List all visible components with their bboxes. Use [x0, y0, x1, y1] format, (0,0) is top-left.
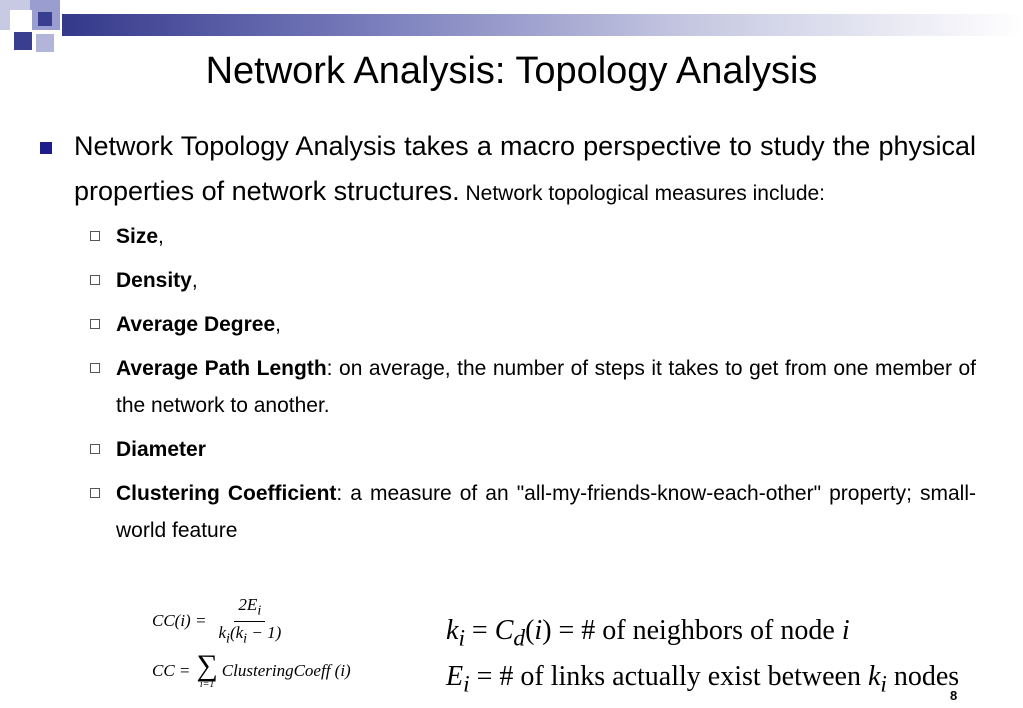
measure-term: Density: [116, 269, 192, 292]
measure-term: Diameter: [116, 438, 206, 461]
denominator-subscript: i: [243, 629, 248, 646]
main-bullet-lead: Network Topology Analysis takes a macro perspective to study the physical properties of network structures.: [74, 131, 976, 206]
list-item: [90, 431, 976, 468]
measure-description: ,: [191, 269, 198, 292]
hollow-square-bullet-icon: [90, 231, 100, 241]
measure-term: Average Degree: [116, 313, 276, 336]
decor-square: [10, 10, 32, 32]
fraction-denominator: [214, 622, 285, 647]
decor-square: [38, 12, 52, 26]
square-bullet-icon: [40, 142, 52, 154]
slide-content: [40, 124, 976, 556]
denominator-subscript: i: [226, 629, 230, 646]
page-number: 8: [950, 688, 958, 703]
denominator-k: k: [218, 622, 226, 642]
global-cc-formula: [152, 649, 351, 690]
list-item: [90, 475, 976, 549]
sigma-icon: ∑: [196, 649, 218, 682]
local-cc-formula: [152, 594, 351, 648]
measure-term: Average Path Length: [116, 357, 327, 380]
definitions: [446, 612, 959, 703]
sum-lower-limit: i=1: [199, 679, 215, 690]
formula-lhs: CC(i) =: [152, 611, 207, 630]
fraction-numerator: [234, 595, 265, 621]
measure-term: Clustering Coefficient: [116, 482, 337, 505]
measure-description: : on average, the number of steps it takes to get from one member of the network to another.: [116, 357, 977, 417]
slide-title: Network Analysis: Topology Analysis: [205, 50, 818, 92]
summation: [196, 649, 218, 690]
degree-definition-text: = # of neighbors of node: [551, 615, 842, 646]
links-definition: $E_i$ = # of links actually exist between $k_i$ nodes: [446, 660, 960, 698]
numerator-text: 2E: [238, 595, 258, 615]
measure-term: Size: [116, 225, 159, 248]
degree-definition: $k_i = C_d(i)$ = # of neighbors of node i: [446, 615, 850, 652]
measures-list: [90, 218, 976, 549]
list-item: [90, 218, 976, 255]
main-bullet-text: [74, 124, 976, 216]
clustering-formulas: [152, 594, 351, 690]
denominator-mid: (k: [229, 622, 244, 642]
title-gradient-bar: [62, 14, 1023, 36]
measure-description: : a measure of an "all-my-friends-know-each-other" property; small-world feature: [116, 482, 977, 542]
hollow-square-bullet-icon: [90, 444, 100, 454]
links-definition-tail: nodes: [886, 660, 960, 692]
list-item: [90, 262, 976, 299]
sum-body: ClusteringCoeff (i): [221, 661, 351, 680]
hollow-square-bullet-icon: [90, 319, 100, 329]
numerator-subscript: i: [257, 602, 262, 619]
formula-lhs: CC =: [152, 661, 191, 680]
list-item: [90, 350, 976, 424]
hollow-square-bullet-icon: [90, 275, 100, 285]
list-item: [90, 306, 976, 343]
denominator-tail: − 1): [247, 622, 282, 642]
hollow-square-bullet-icon: [90, 363, 100, 373]
fraction: [214, 595, 285, 647]
links-definition-text: = # of links actually exist between: [469, 660, 868, 692]
measure-description: ,: [158, 225, 164, 248]
hollow-square-bullet-icon: [90, 488, 100, 498]
main-bullet-tail: Network topological measures include:: [459, 182, 826, 205]
measure-description: ,: [275, 313, 281, 336]
